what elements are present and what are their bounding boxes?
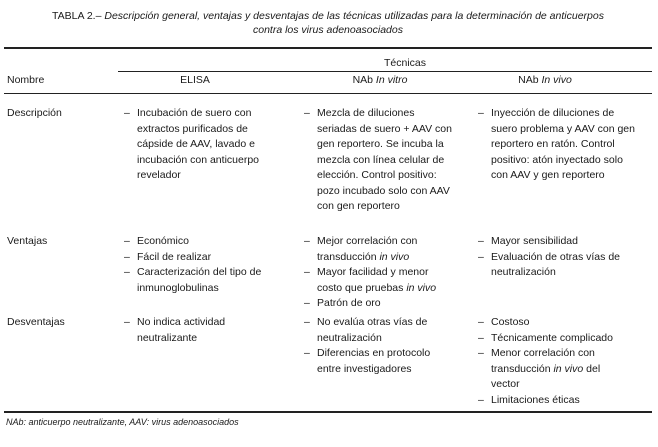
- row-label-descripcion: Descripción: [7, 107, 62, 119]
- item-text: Mezcla de diluciones seriadas de suero + AAV con gen reportero. Se incuba la mezcla con línea celular de elección. Control positivo: pozo incubado solo con AAV con gen reportero: [317, 107, 452, 212]
- list-item: [304, 296, 452, 312]
- cell-list: [304, 106, 452, 215]
- cell-list: [478, 106, 638, 184]
- item-text: Mayor sensibilidad: [491, 235, 578, 247]
- italic-text: in vivo: [406, 281, 437, 294]
- list-item: [478, 393, 626, 409]
- header-col-elisa: ELISA: [180, 74, 210, 86]
- item-text: Inyección de diluciones de suero problema y AAV con gen reportero en ratón. Control positivo: atón inyectado solo con AAV y gen reportero: [491, 107, 635, 181]
- header-col-vitro: [325, 73, 435, 87]
- list-item: [124, 250, 272, 266]
- list-item: [478, 315, 626, 331]
- header-vivo-italic: In vivo: [541, 74, 572, 86]
- header-col-name: Nombre: [7, 74, 45, 86]
- header-vitro-italic: In vitro: [375, 74, 408, 86]
- cell-list: [304, 234, 452, 312]
- cell-ventajas-vivo: [478, 234, 626, 281]
- table-caption: [8, 9, 648, 37]
- item-text: Mayor facilidad y menor costo que pruebas: [317, 266, 429, 294]
- cell-list: [124, 106, 272, 184]
- list-item: [124, 315, 272, 346]
- item-text: Patrón de oro: [317, 297, 381, 309]
- item-text: Incubación de suero con extractos purificados de cápside de AAV, lavado e incubación con anticuerpo revelador: [137, 107, 260, 181]
- cell-ventajas-vitro: [304, 234, 452, 312]
- list-item: [124, 265, 272, 296]
- bottom-rule: [4, 411, 652, 413]
- item-text: Mejor correlación con transducción: [317, 235, 418, 263]
- list-item: [478, 106, 638, 184]
- list-item: [304, 315, 452, 346]
- italic-text: in vivo: [553, 362, 584, 375]
- cell-desventajas-vitro: [304, 315, 452, 377]
- item-text: del vector: [491, 362, 601, 390]
- header-col-vivo: [490, 73, 600, 87]
- cell-list: [478, 234, 626, 281]
- item-text: Costoso: [491, 316, 530, 328]
- caption-lead: TABLA 2.–: [52, 10, 102, 22]
- item-text: Diferencias en protocolo entre investigadores: [317, 347, 431, 375]
- cell-list: [304, 315, 452, 377]
- item-text: Fácil de realizar: [137, 250, 212, 263]
- caption-line-2: contra los virus adenoasociados: [252, 24, 403, 36]
- item-text: Limitaciones éticas: [491, 393, 580, 406]
- footnote: NAb: anticuerpo neutralizante, AAV: virus adenoasociados: [6, 417, 239, 427]
- caption-title: Descripción general, ventajas y desventajas de las técnicas utilizadas para la determinación de anticuerpos: [101, 10, 604, 22]
- cell-desventajas-vivo: [478, 315, 626, 408]
- item-text: Menor correlación con transducción: [491, 347, 595, 375]
- cell-descripcion-vivo: [478, 106, 638, 184]
- cell-descripcion-vitro: [304, 106, 452, 215]
- list-item: [124, 234, 272, 250]
- header-vitro-prefix: NAb: [352, 74, 376, 86]
- list-item: [304, 234, 452, 265]
- header-rule: [4, 93, 652, 94]
- list-item: [304, 346, 452, 377]
- cell-descripcion-elisa: [124, 106, 272, 184]
- italic-text: in vivo: [379, 250, 410, 263]
- item-text: Evaluación de otras vías de neutralización: [491, 250, 620, 278]
- list-item: [304, 106, 452, 215]
- item-text: No evalúa otras vías de neutralización: [317, 316, 428, 344]
- row-label-desventajas: Desventajas: [7, 316, 65, 328]
- item-text: Económico: [137, 235, 189, 247]
- list-item: [478, 346, 626, 393]
- caption-line-1: [8, 9, 648, 23]
- header-group-label: Técnicas: [383, 57, 426, 69]
- list-item: [124, 106, 272, 184]
- list-item: [478, 250, 626, 281]
- item-text: Caracterización del tipo de inmunoglobulinas: [137, 266, 262, 294]
- row-label-ventajas: Ventajas: [7, 235, 48, 247]
- cell-list: [478, 315, 626, 408]
- cell-list: [124, 234, 272, 296]
- list-item: [478, 331, 626, 347]
- list-item: [304, 265, 452, 296]
- cell-desventajas-elisa: [124, 315, 272, 346]
- item-text: Técnicamente complicado: [491, 331, 613, 344]
- cell-ventajas-elisa: [124, 234, 272, 296]
- list-item: [478, 234, 626, 250]
- item-text: No indica actividad neutralizante: [137, 316, 226, 344]
- group-rule: [118, 71, 652, 72]
- cell-list: [124, 315, 272, 346]
- header-vivo-prefix: NAb: [518, 74, 542, 86]
- top-rule: [4, 47, 652, 49]
